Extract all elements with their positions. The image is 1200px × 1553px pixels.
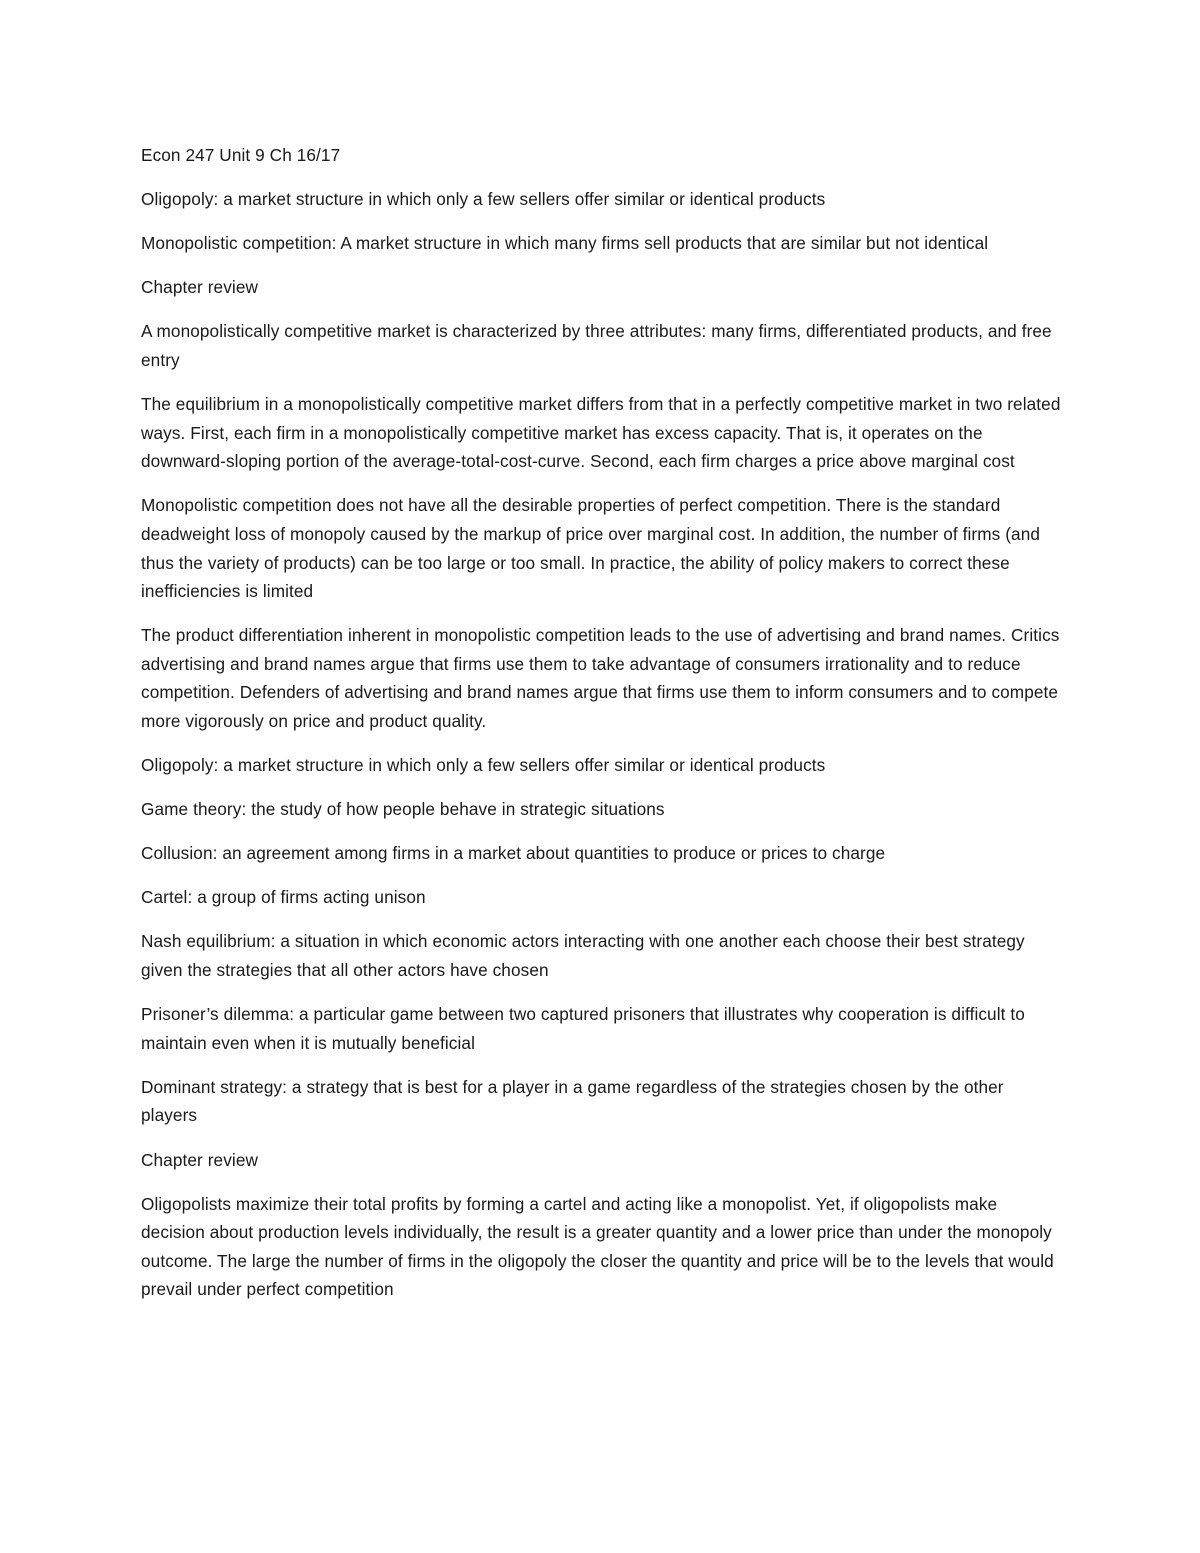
paragraph-equilibrium: The equilibrium in a monopolistically competitive market differs from that in a perfectly competitive market in two related ways. First, each firm in a monopolistically competitive market has excess capacity. That is, it operates on the downward-sloping portion of the average-total-cost-curve. Second, each firm charges a price above marginal cost (141, 394, 1061, 472)
section-heading-chapter-review: Chapter review (141, 277, 258, 298)
paragraph-market-attributes: A monopolistically competitive market is characterized by three attributes: many firms, differentiated products, and free entry (141, 321, 1052, 370)
definition-game-theory: Game theory: the study of how people behave in strategic situations (141, 799, 665, 820)
section-heading-chapter-review-2: Chapter review (141, 1149, 258, 1170)
paragraph-product-differentiation: The product differentiation inherent in monopolistic competition leads to the use of advertising and brand names. Critics advertising and brand names argue that firms use them to take advantage of consumers irrationality and to reduce competition. Defenders of advertising and brand names argue that firms use them to inform consumers and to compete more vigorously on price and product quality. (141, 625, 1060, 731)
document-title: Econ 247 Unit 9 Ch 16/17 (141, 145, 341, 165)
paragraph-oligopolists: Oligopolists maximize their total profits by forming a cartel and acting like a monopolist. Yet, if oligopolists make decision about production levels individually, the result is a greater quantity and a lower price than under the monopoly outcome. The large the number of firms in the oligopoly the closer the quantity and price will be to the levels that would prevail under perfect competition (141, 1193, 1054, 1300)
definition-nash-equilibrium: Nash equilibrium: a situation in which economic actors interacting with one another each choose their best strategy given the strategies that all other actors have chosen (141, 931, 1025, 981)
definition-dominant-strategy: Dominant strategy: a strategy that is best for a player in a game regardless of the strategies chosen by the other players (141, 1076, 1004, 1126)
definition-oligopoly-repeat: Oligopoly: a market structure in which only a few sellers offer similar or identical products (141, 755, 826, 776)
definition-oligopoly: Oligopoly: a market structure in which only a few sellers offer similar or identical products (141, 189, 826, 210)
definition-cartel: Cartel: a group of firms acting unison (141, 887, 426, 908)
paragraph-desirable-properties: Monopolistic competition does not have all the desirable properties of perfect competition. There is the standard deadweight loss of monopoly caused by the markup of price over marginal cost. In addition, the number of firms (and thus the variety of products) can be too large or too small. In practice, the ability of policy makers to correct these inefficiencies is limited (141, 495, 1041, 602)
definition-monopolistic-competition: Monopolistic competition: A market structure in which many firms sell products that are similar but not identical (141, 233, 989, 254)
document-body (141, 141, 1061, 1320)
definition-prisoners-dilemma: Prisoner’s dilemma: a particular game between two captured prisoners that illustrates why cooperation is difficult to maintain even when it is mutually beneficial (141, 1004, 1025, 1053)
definition-collusion: Collusion: an agreement among firms in a market about quantities to produce or prices to charge (141, 843, 886, 864)
